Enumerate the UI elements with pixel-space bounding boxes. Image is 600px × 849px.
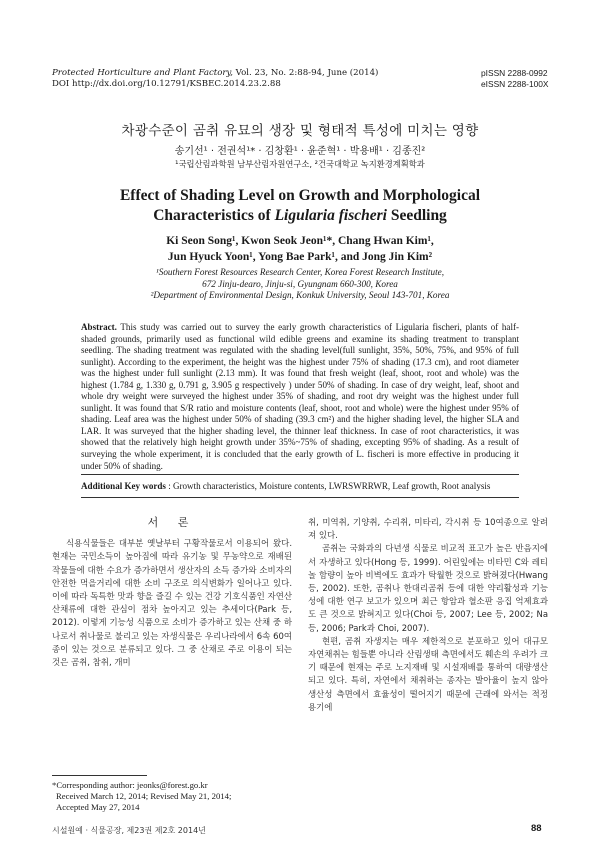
- accepted-date: Accepted May 27, 2014: [56, 802, 140, 812]
- keywords-bottom-rule: [81, 497, 519, 498]
- english-title-line1: Effect of Shading Level on Growth and Morphological: [119, 187, 481, 204]
- title-post: Seedling: [386, 207, 447, 224]
- journal-volume: Vol. 23, No. 2:88-94, June (2014): [235, 68, 379, 78]
- journal-name: Protected Horticulture and Plant Factory,: [52, 68, 233, 78]
- body-paragraph: 취, 미역취, 기양취, 수리취, 미타리, 각시취 등 10여종으로 알려져 있다.: [308, 517, 548, 541]
- affil-line3: ²Department of Environmental Design, Konkuk University, Seoul 143-701, Korea: [150, 290, 450, 300]
- journal-header: [52, 68, 378, 90]
- korean-title: 차광수준이 곰취 유묘의 생장 및 형태적 특성에 미치는 영향: [121, 123, 479, 139]
- footnote: [52, 780, 292, 813]
- abstract-label: Abstract.: [81, 322, 117, 332]
- page-number: 88: [531, 823, 542, 834]
- abstract-text: This study was carried out to survey the early growth characteristics of Ligularia fischeri, plants of half-shaded grounds, primarily used as functional wild edible greens and examine its shading treatment to transplant seedling. The shading treatment was regulated with the shading level(full sunlight, 35%, 50%, 75%, and 95% of full sunlight). According to the experiment, the height was the highest under 75% of shading (17.3 cm), and root diameter was the highest under full sunlight (2.13 mm). It was found that fresh weight (leaf, shoot, root and whole) was the highest (1.784 g, 1.330 g, 0.791 g, 3.905 g respectively ) under 50% of shading. In case of dry weight, leaf, shoot and whole dry weight were surveyed the highest under 35% of shading, and root dry weight was the highest under full sunlight. It was found that S/R ratio and moisture contents (leaf, shoot, root and whole) were the highest under 95% of shading. Leaf area was the highest under 50% of shading (39.3 cm²) and the higher shading level, the higher SLA and LAR. It was surveyed that the higher shading level, the thinner leaf thickness. In case of root characteristics, it was showed that the relatively high height growth under 35%~75% of shading, excepting 95% of shading. As a result of surveying the whole experiment, it is concluded that the early growth of L. fischeri is more effective in producing it under 50% of shading.: [81, 322, 519, 471]
- footer-journal: 시설원예 · 식물공장, 제23권 제2호 2014년: [52, 826, 206, 835]
- korean-authors: 송기선¹ · 전권석¹* · 김창환¹ · 윤준혁¹ · 박용배¹ · 김종진²: [174, 146, 426, 157]
- abstract: [81, 322, 519, 472]
- affil-line2: 672 Jinju-dearo, Jinju-si, Gyungnam 660-300, Korea: [202, 278, 398, 289]
- title-pre: Characteristics of: [153, 207, 275, 224]
- section-title: 서 론: [147, 516, 197, 529]
- eissn: eISSN 2288-100X: [481, 79, 549, 89]
- authors-line1: Ki Seon Song¹, Kwon Seok Jeon¹*, Chang Hwan Kim¹,: [166, 235, 434, 247]
- english-title: [0, 186, 600, 226]
- body-right-column: [308, 516, 548, 714]
- pissn: pISSN 2288-0992: [481, 68, 548, 78]
- body-left-column: [52, 516, 292, 669]
- keywords-label: Additional Key words: [81, 481, 166, 491]
- footnote-rule: [52, 775, 147, 776]
- journal-citation: [52, 68, 378, 79]
- issn-block: [481, 68, 549, 90]
- english-authors: [0, 233, 600, 265]
- english-title-line2: [0, 206, 600, 226]
- doi-line: DOI http://dx.doi.org/10.12791/KSBEC.2014.23.2.88: [52, 79, 281, 89]
- keywords-text: : Growth characteristics, Moisture contents, LWRSWRRWR, Leaf growth, Root analysis: [165, 481, 491, 491]
- received-date: Received March 12, 2014; Revised May 21, 2014;: [56, 791, 232, 801]
- affil-line1: ¹Southern Forest Resources Research Center, Korea Forest Research Institute,: [155, 267, 445, 277]
- body-paragraph: 곰취는 국화과의 다년생 식물로 비교적 표고가 높은 반음지에서 자생하고 있다(Hong 등, 1999). 어린잎에는 비타민 C와 레티놀 함량이 높아 비벽에도 효과가 탁월한 것으로 밝혀졌다(Hwang 등, 2002). 또한, 곰취나 한대리곰취 등에 대한 약리활성과 기능성에 대한 연구 보고가 있으며 최근 항암과 혈소판 응집 억제효과도 큰 것으로 밝혀지고 있다(Choi 등, 2007; Lee 등, 2002; Na 등, 2006; Park과 Choi, 2007).: [308, 543, 548, 633]
- keywords: [81, 481, 519, 491]
- korean-affiliation: ¹국립산림과학원 남부산림자원연구소, ²건국대학교 녹지환경계획학과: [175, 159, 425, 169]
- body-paragraph: 식용식물들은 대부분 옛날부터 구황작물로서 이용되어 왔다. 현재는 국민소득이 높아짐에 따라 유기농 및 무농약으로 재배된 작물들에 대한 수요가 증가하면서 생산자의 소득 증가와 소비자의 안전한 먹을거리에 대한 소비 구조로 의식변화가 일어나고 있다. 이에 따라 독특한 맛과 향을 즐길 수 있는 건강 기호식품인 자연산 산채류에 대한 관심이 점차 높아지고 있는 추세이다(Park 등, 2012). 이렇게 기능성 식품으로 소비가 증가하고 있는 산채 중 하나로서 취나물로 불리고 있는 자생식물은 우리나라에서 6속 60여종이 있는 것으로 분류되고 있다. 그 중 산채로 주로 이용이 되는 것은 곰취, 참취, 개미: [52, 538, 292, 668]
- authors-line2: Jun Hyuck Yoon¹, Yong Bae Park¹, and Jong Jin Kim²: [167, 251, 433, 263]
- english-affiliation: [0, 267, 600, 302]
- title-species: Ligularia fischeri: [274, 207, 387, 224]
- body-paragraph: 현편, 곰취 자생지는 매우 제한적으로 분포하고 있어 대규모 자연채취는 힘들뿐 아니라 산림생태 측면에서도 훼손의 우려가 크기 때문에 현재는 주로 노지재배 및 시설재배를 통하여 대량생산되고 있다. 특히, 자연에서 채취하는 종자는 발아율이 높지 않아 생산성 측면에서 효율성이 떨어지기 때문에 근래에 와서는 적정 용기에: [308, 635, 548, 712]
- corresponding-author: *Corresponding author: jeonks@forest.go.kr: [52, 780, 208, 790]
- keywords-top-rule: [81, 474, 519, 475]
